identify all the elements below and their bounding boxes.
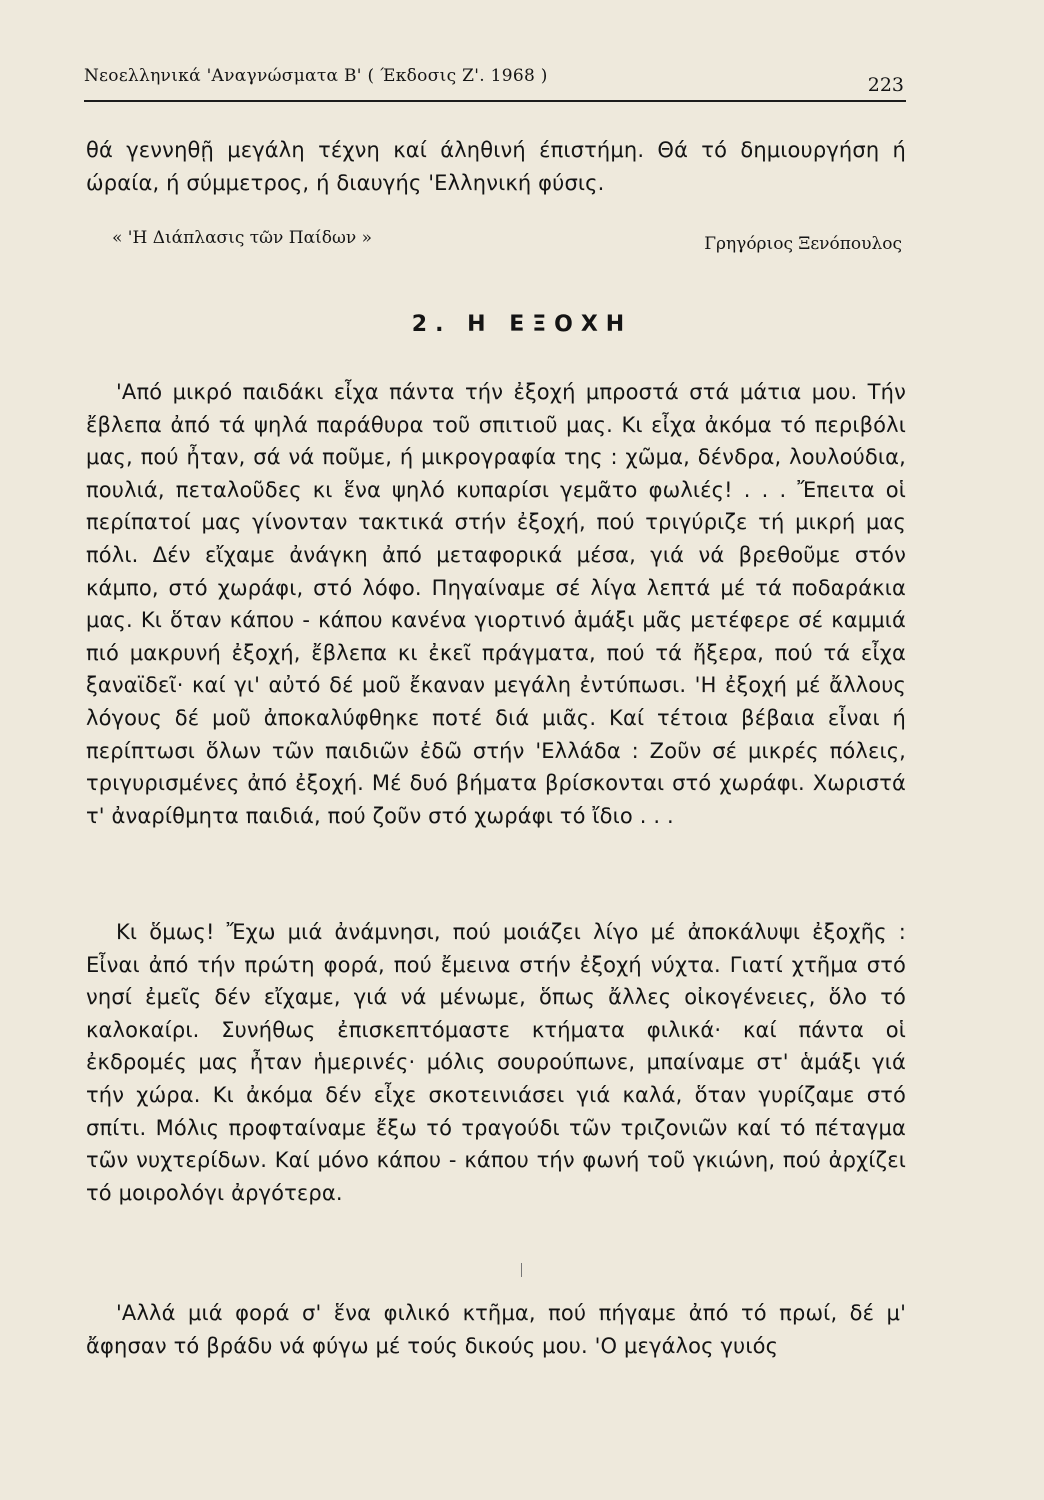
paragraph-2: Κι ὅμως! Ἔχω μιά ἀνάμνησι, πού μοιάζει λίγο μέ ἀποκάλυψι ἐξοχῆς : Εἶναι ἀπό τήν πρώτη φορά, πού ἔμεινα στήν ἐξοχή νύχτα. Γιατί χτῆμα στό νησί ἐμεῖς δέν εἴχαμε, γιά νά μένωμε, ὅπως ἄλλες οἰκογένειες, ὅλο τό καλοκαίρι. Συνήθως ἐπισκεπτόμαστε κτήματα φιλικά· καί πάντα οἱ ἐκδρομές μας ἦταν ἡμερινές· μόλις σουρούπωνε, μπαίναμε στ' ἁμάξι γιά τήν χώρα. Κι ἀκόμα δέν εἶχε σκοτεινιάσει γιά καλά, ὅταν γυρίζαμε στό σπίτι. Μόλις προφταίναμε ἔξω τό τραγούδι τῶν τριζονιῶν καί τό πέταγμα τῶν νυχτερίδων. Καί μόνο κάπου - κάπου τήν φωνή τοῦ γκιώνη, πού ἀρχίζει τό μοιρολόγι ἀργότερα. (86, 920, 906, 1205)
paragraph-3: 'Αλλά μιά φορά σ' ἕνα φιλικό κτῆμα, πού πήγαμε ἀπό τό πρωί, δέ μ' ἄφησαν τό βράδυ νά φύγω μέ τούς δικούς μου. 'Ο μεγάλος γυιός (86, 1301, 906, 1358)
paragraph-1: 'Από μικρό παιδάκι εἶχα πάντα τήν ἐξοχή μπροστά στά μάτια μου. Τήν ἔβλεπα ἀπό τά ψηλά παράθυρα τοῦ σπιτιοῦ μας. Κι εἶχα ἀκόμα τό περιβόλι μας, πού ἦταν, σά νά ποῦμε, ή μικρογραφία της : χῶμα, δένδρα, λουλούδια, πουλιά, πεταλοῦδες κι ἕνα ψηλό κυπαρίσι γεμᾶτο φωλιές! . . . Ἔπειτα οἱ περίπατοί μας γίνονταν τακτικά στήν ἐξοχή, πού τριγύριζε τή μικρή μας πόλι. Δέν εἴχαμε ἀνάγκη ἀπό μεταφορικά μέσα, γιά νά βρεθοῦμε στόν κάμπο, στό χωράφι, στό λόφο. Πηγαίναμε σέ λίγα λεπτά μέ τά ποδαράκια μας. Κι ὅταν κάπου - κάπου κανένα γιορτινό ἁμάξι μᾶς μετέφερε σέ καμμιά πιό μακρυνή ἐξοχή, ἔβλεπα κι ἐκεῖ πράγματα, πού τά ἤξερα, πού τά εἶχα ξαναϊδεῖ· καί γι' αὐτό δέ μοῦ ἔκαναν μεγάλη ἐντύπωσι. 'Η ἐξοχή μέ ἄλλους λόγους δέ μοῦ ἀποκαλύφθηκε ποτέ διά μιᾶς. Καί τέτοια βέβαια εἶναι ή περίπτωσι ὅλων τῶν παιδιῶν ἐδῶ στήν 'Ελλάδα : Ζοῦν σέ μικρές πόλεις, τριγυρισμένες ἀπό ἐξοχή. Μέ δυό βήματα βρίσκονται στό χωράφι. Χωριστά τ' ἀναρίθμητα παιδιά, πού ζοῦν στό χωράφι τό ἴδιο . . . (86, 380, 906, 828)
page-header (84, 66, 904, 100)
header-rule (84, 100, 906, 102)
stray-mark (521, 1263, 522, 1277)
page-number: 223 (867, 74, 904, 96)
section-title: 2. Η ΕΞΟΧΗ (411, 312, 633, 337)
intro-paragraph: θά γεννηθῇ μεγάλη τέχνη καί άληθινή έπιστήμη. Θά τό δημιουργήση ή ώραία, ή σύμμετρος, ή διαυγής 'Ελληνική φύσις. (86, 138, 906, 195)
running-title: Νεοελληνικά 'Αναγνώσματα Β' ( Έκδοσις Ζ'. 1968 ) (84, 66, 548, 86)
source-publication: « 'Η Διάπλασις τῶν Παίδων » (112, 228, 372, 248)
source-author: Γρηγόριος Ξενόπουλος (704, 234, 902, 254)
